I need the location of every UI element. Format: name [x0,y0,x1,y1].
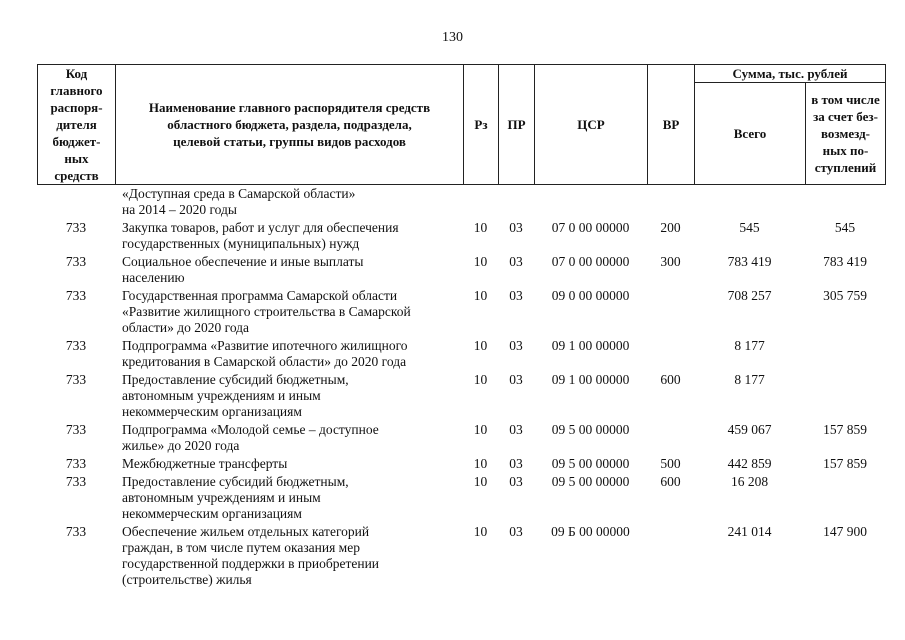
page-number: 130 [442,30,463,45]
header-rz: Рз [464,65,499,185]
row-csr: 09 1 00 00000 [551,372,630,387]
row-name [115,474,463,522]
row-name-line: жилье» до 2020 года [122,438,240,453]
row-total: 241 014 [727,524,772,539]
row-pr [498,186,534,218]
row-name-line: некоммерческим организациям [122,506,302,521]
row-vr [647,524,694,588]
row-rz: 10 [473,474,488,489]
row-name-line: Межбюджетные трансферты [122,456,288,471]
table-row [37,372,885,420]
row-name [115,456,463,472]
table-row [37,288,885,336]
row-free: 545 [834,220,856,235]
row-free [805,186,885,218]
header-vr: ВР [648,65,695,185]
table-row [37,338,885,370]
row-name-line: Социальное обеспечение и иные выплаты [122,254,364,269]
row-rz: 10 [473,338,488,353]
row-name [115,372,463,420]
row-code: 733 [65,338,87,353]
row-name-line: Государственная программа Самарской области [122,288,398,303]
row-name-line: Подпрограмма «Молодой семье – доступное [122,422,379,437]
row-code: 733 [65,422,87,437]
row-pr: 03 [509,474,523,489]
row-total: 8 177 [734,372,765,387]
row-pr: 03 [509,456,523,471]
row-rz: 10 [473,456,488,471]
row-vr [647,288,694,336]
row-free: 305 759 [823,288,867,303]
table-row [37,220,885,252]
row-vr: 600 [660,474,681,489]
row-vr [647,186,694,218]
row-rz: 10 [473,220,488,235]
row-free [805,474,885,522]
row-rz: 10 [473,288,488,303]
row-name-line: государственной поддержки в приобретении [122,556,380,571]
row-csr [534,186,647,218]
row-total: 545 [739,220,760,235]
row-total: 708 257 [727,288,772,303]
row-total: 16 208 [730,474,769,489]
header-pr: ПР [499,65,535,185]
row-code: 733 [65,456,87,471]
row-free: 157 859 [823,456,867,471]
row-vr: 300 [660,254,681,269]
table-row [37,474,885,522]
row-vr: 500 [660,456,681,471]
row-code: 733 [65,474,87,489]
row-name-line: (строительстве) жилья [122,572,252,587]
row-rz [463,186,498,218]
row-free: 147 900 [823,524,867,539]
row-free: 783 419 [823,254,867,269]
table-row [37,186,885,218]
row-rz: 10 [473,254,488,269]
row-name [115,338,463,370]
row-pr: 03 [509,524,523,539]
row-free [805,372,885,420]
row-name-line: государственных (муниципальных) нужд [122,236,360,251]
header-sum: Сумма, тыс. рублей [695,65,886,83]
row-name-line: Обеспечение жильем отдельных категорий [122,524,370,539]
row-vr [647,338,694,370]
row-rz: 10 [473,524,488,539]
row-code: 733 [65,288,87,303]
header-total: Всего [695,83,806,185]
row-total [694,186,805,218]
row-pr: 03 [509,338,523,353]
row-name-line: «Доступная среда в Самарской области» [122,186,356,201]
row-name [115,186,463,218]
row-free: 157 859 [823,422,867,437]
row-code: 733 [65,220,87,235]
row-csr: 07 0 00 00000 [551,220,630,235]
row-name-line: области» до 2020 года [122,320,250,335]
row-name-line: Предоставление субсидий бюджетным, [122,474,349,489]
row-name-line: Подпрограмма «Развитие ипотечного жилищного [122,338,408,353]
row-name-line: кредитования в Самарской области» до 2020 года [122,354,407,369]
table-body [37,186,885,590]
row-pr: 03 [509,254,523,269]
row-name [115,524,463,588]
row-name-line: граждан, в том числе путем оказания мер [122,540,360,555]
table-row [37,422,885,454]
row-vr: 600 [660,372,681,387]
row-pr: 03 [509,372,523,387]
header-free: в том числе за счет без- возмезд- ных по- ступлений [806,83,886,185]
row-pr: 03 [509,220,523,235]
row-total: 442 859 [727,456,772,471]
row-total: 8 177 [734,338,765,353]
row-name-line: населению [122,270,185,285]
row-name-line: автономным учреждениям и иным [122,388,321,403]
row-csr: 09 1 00 00000 [551,338,630,353]
table-row [37,456,885,472]
row-name [115,220,463,252]
row-name-line: автономным учреждениям и иным [122,490,321,505]
row-csr: 09 5 00 00000 [551,456,630,471]
row-code: 733 [65,372,87,387]
row-rz: 10 [473,422,488,437]
row-csr: 09 Б 00 00000 [551,524,630,539]
row-name-line: Предоставление субсидий бюджетным, [122,372,349,387]
row-name [115,288,463,336]
row-csr: 09 5 00 00000 [551,474,630,489]
row-rz: 10 [473,372,488,387]
row-name-line: на 2014 – 2020 годы [122,202,237,217]
header-csr: ЦСР [535,65,648,185]
row-csr: 09 5 00 00000 [551,422,630,437]
row-vr: 200 [660,220,681,235]
table-header [37,64,886,185]
row-name [115,254,463,286]
row-code [37,186,115,218]
row-code: 733 [65,254,87,269]
header-code: Код главного распоря- дителя бюджет- ных средств [38,65,116,185]
row-vr [647,422,694,454]
table-row [37,524,885,588]
row-code: 733 [65,524,87,539]
row-pr: 03 [509,422,523,437]
row-pr: 03 [509,288,523,303]
row-name [115,422,463,454]
row-name-line: некоммерческим организациям [122,404,302,419]
table-row [37,254,885,286]
row-free [805,338,885,370]
header-name: Наименование главного распорядителя средств областного бюджета, раздела, подраздела, целевой статьи, группы видов расходов [116,65,464,185]
row-name-line: Закупка товаров, работ и услуг для обеспечения [122,220,399,235]
row-csr: 07 0 00 00000 [551,254,630,269]
row-total: 459 067 [727,422,772,437]
row-name-line: «Развитие жилищного строительства в Самарской [122,304,411,319]
row-csr: 09 0 00 00000 [551,288,630,303]
row-total: 783 419 [727,254,772,269]
